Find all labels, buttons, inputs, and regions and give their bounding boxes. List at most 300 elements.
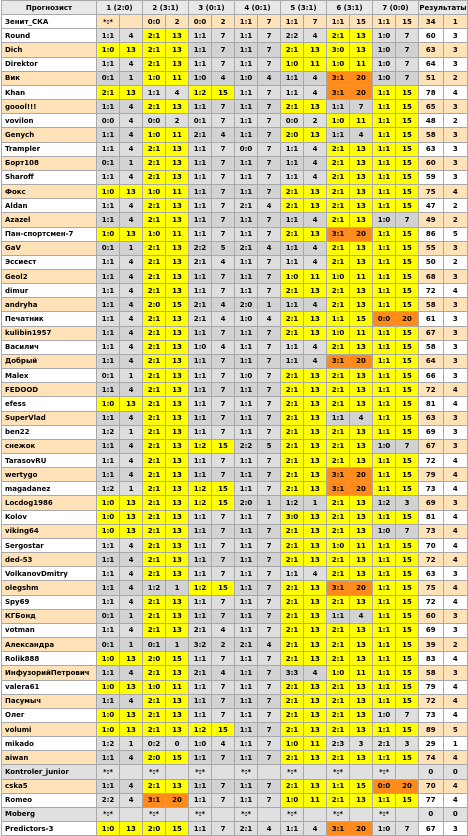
points-cell: 4 xyxy=(120,284,143,298)
total-points: 74 xyxy=(419,751,444,765)
score-cell: 2:1 xyxy=(189,312,212,326)
total-points: 39 xyxy=(419,638,444,652)
total-points: 69 xyxy=(419,623,444,637)
forecaster-name[interactable]: cska5 xyxy=(2,779,97,793)
score-cell: 2:1 xyxy=(143,43,166,57)
table-row xyxy=(2,652,468,666)
score-cell: *:* xyxy=(189,765,212,779)
points-cell: 15 xyxy=(396,128,419,142)
points-cell: 13 xyxy=(166,284,189,298)
score-cell: 1:1 xyxy=(97,312,120,326)
rank-value: 2 xyxy=(443,114,468,128)
rank-value: 3 xyxy=(443,312,468,326)
points-cell: 4 xyxy=(120,114,143,128)
points-cell: 11 xyxy=(350,538,373,552)
points-cell: 4 xyxy=(120,553,143,567)
points-cell: 1 xyxy=(166,581,189,595)
forecaster-name[interactable]: GaV xyxy=(2,241,97,255)
points-cell: 4 xyxy=(304,340,327,354)
header-match-7: 7 (0:0) xyxy=(373,1,419,15)
points-cell: 7 xyxy=(258,29,281,43)
score-cell: 1:1 xyxy=(97,439,120,453)
score-cell: 0:0 xyxy=(235,142,258,156)
table-row xyxy=(2,354,468,368)
forecaster-name[interactable]: olegshm xyxy=(2,581,97,595)
score-cell: 1:1 xyxy=(235,454,258,468)
points-cell: 11 xyxy=(304,269,327,283)
score-cell: 1:1 xyxy=(373,199,396,213)
score-cell: 1:0 xyxy=(235,71,258,85)
score-cell: 1:0 xyxy=(189,737,212,751)
points-cell: 7 xyxy=(258,383,281,397)
score-cell: 1:1 xyxy=(373,369,396,383)
forecaster-name[interactable]: Фокс xyxy=(2,185,97,199)
points-cell: 13 xyxy=(304,326,327,340)
points-cell: 7 xyxy=(212,269,235,283)
table-row xyxy=(2,595,468,609)
score-cell: 1:1 xyxy=(281,822,304,836)
table-row xyxy=(2,510,468,524)
points-cell: 13 xyxy=(350,722,373,736)
score-cell: 1:1 xyxy=(97,57,120,71)
rank-value: 3 xyxy=(443,822,468,836)
forecaster-name[interactable]: Rolik888 xyxy=(2,652,97,666)
points-cell: 7 xyxy=(258,581,281,595)
forecaster-name[interactable]: Direktor xyxy=(2,57,97,71)
score-cell: 1:0 xyxy=(143,680,166,694)
score-cell: 0:1 xyxy=(143,638,166,652)
score-cell: 1:1 xyxy=(189,213,212,227)
score-cell: 2:1 xyxy=(143,779,166,793)
points-cell xyxy=(396,807,419,821)
table-row xyxy=(2,156,468,170)
forecaster-name[interactable]: dimur xyxy=(2,284,97,298)
points-cell: 13 xyxy=(166,199,189,213)
total-points: 0 xyxy=(419,807,444,821)
score-cell: 1:1 xyxy=(235,15,258,29)
rank-value: 3 xyxy=(443,142,468,156)
score-cell: 1:1 xyxy=(235,114,258,128)
forecaster-name[interactable]: снежок xyxy=(2,439,97,453)
points-cell: 7 xyxy=(258,269,281,283)
score-cell: 1:0 xyxy=(143,227,166,241)
score-cell: 1:1 xyxy=(97,567,120,581)
points-cell: 13 xyxy=(304,708,327,722)
score-cell: 2:1 xyxy=(143,482,166,496)
score-cell: 1:2 xyxy=(143,581,166,595)
forecaster-name[interactable]: Sharoff xyxy=(2,170,97,184)
total-points: 51 xyxy=(419,71,444,85)
points-cell: 4 xyxy=(350,609,373,623)
points-cell: 7 xyxy=(212,397,235,411)
points-cell: 3 xyxy=(350,737,373,751)
score-cell: 2:1 xyxy=(281,652,304,666)
points-cell: 13 xyxy=(350,213,373,227)
score-cell: 2:1 xyxy=(143,241,166,255)
score-cell: 1:1 xyxy=(97,468,120,482)
points-cell: 4 xyxy=(120,439,143,453)
points-cell: 20 xyxy=(166,793,189,807)
points-cell: 15 xyxy=(212,722,235,736)
forecaster-name[interactable]: Genych xyxy=(2,128,97,142)
score-cell: 1:0 xyxy=(327,57,350,71)
forecaster-name[interactable]: Василич xyxy=(2,340,97,354)
score-cell: 1:1 xyxy=(373,751,396,765)
score-cell: 1:1 xyxy=(235,425,258,439)
points-cell: 7 xyxy=(258,114,281,128)
points-cell: 13 xyxy=(350,170,373,184)
points-cell: 13 xyxy=(120,185,143,199)
score-cell: 1:1 xyxy=(97,199,120,213)
forecaster-name[interactable]: SuperVlad xyxy=(2,411,97,425)
points-cell: 13 xyxy=(304,694,327,708)
points-cell: 4 xyxy=(120,255,143,269)
score-cell: 1:1 xyxy=(235,751,258,765)
total-points: 34 xyxy=(419,15,444,29)
points-cell: 4 xyxy=(304,156,327,170)
points-cell: 13 xyxy=(304,411,327,425)
forecaster-name[interactable]: aiwan xyxy=(2,751,97,765)
score-cell: 2:1 xyxy=(281,680,304,694)
forecaster-name[interactable]: Kolov xyxy=(2,510,97,524)
score-cell: 2:1 xyxy=(327,383,350,397)
score-cell: 1:1 xyxy=(373,468,396,482)
score-cell: 3:1 xyxy=(327,822,350,836)
points-cell: 15 xyxy=(396,354,419,368)
table-row xyxy=(2,43,468,57)
forecaster-name[interactable]: Locdog1986 xyxy=(2,496,97,510)
score-cell: 1:0 xyxy=(97,822,120,836)
points-cell: 4 xyxy=(120,567,143,581)
forecaster-name[interactable]: Romeo xyxy=(2,793,97,807)
forecaster-name[interactable]: Kontroler_junior xyxy=(2,765,97,779)
forecaster-name[interactable]: Пан-спортсмен-7 xyxy=(2,227,97,241)
score-cell: 1:1 xyxy=(373,694,396,708)
score-cell: 1:2 xyxy=(97,425,120,439)
score-cell: 1:1 xyxy=(235,482,258,496)
forecaster-name[interactable]: Khan xyxy=(2,85,97,99)
table-row xyxy=(2,326,468,340)
points-cell: 7 xyxy=(258,255,281,269)
score-cell: 1:1 xyxy=(189,156,212,170)
forecaster-name[interactable]: Зенит_СКА xyxy=(2,15,97,29)
points-cell: 4 xyxy=(120,128,143,142)
score-cell: 1:0 xyxy=(97,496,120,510)
score-cell: 2:1 xyxy=(281,227,304,241)
score-cell: 1:1 xyxy=(235,722,258,736)
score-cell: 1:1 xyxy=(235,680,258,694)
score-cell: 2:1 xyxy=(143,312,166,326)
forecaster-name[interactable]: efess xyxy=(2,397,97,411)
forecaster-name[interactable]: ИнфузорийПетрович xyxy=(2,666,97,680)
score-cell: 2:1 xyxy=(235,822,258,836)
forecaster-name[interactable]: Эссиест xyxy=(2,255,97,269)
score-cell: 1:2 xyxy=(189,581,212,595)
points-cell: 11 xyxy=(350,269,373,283)
score-cell: 1:1 xyxy=(189,708,212,722)
forecaster-name[interactable]: Sergostar xyxy=(2,538,97,552)
score-cell: 2:1 xyxy=(281,100,304,114)
score-cell: 2:1 xyxy=(327,29,350,43)
points-cell: 13 xyxy=(166,496,189,510)
points-cell: 15 xyxy=(396,298,419,312)
points-cell: 15 xyxy=(396,156,419,170)
score-cell: *:* xyxy=(235,765,258,779)
forecaster-name[interactable]: Moberg xyxy=(2,807,97,821)
points-cell: 15 xyxy=(396,553,419,567)
forecaster-name[interactable]: Dich xyxy=(2,43,97,57)
table-row xyxy=(2,100,468,114)
rank-value: 4 xyxy=(443,708,468,722)
score-cell: 1:0 xyxy=(97,524,120,538)
forecaster-name[interactable]: ben22 xyxy=(2,425,97,439)
score-cell: 2:0 xyxy=(235,496,258,510)
points-cell: 4 xyxy=(304,241,327,255)
forecaster-name[interactable]: kulibin1957 xyxy=(2,326,97,340)
forecaster-name[interactable]: Spy69 xyxy=(2,595,97,609)
score-cell: 1:1 xyxy=(281,567,304,581)
forecaster-name[interactable]: Борт108 xyxy=(2,156,97,170)
score-cell: 2:1 xyxy=(327,524,350,538)
forecaster-name[interactable]: Добрый xyxy=(2,354,97,368)
forecaster-name[interactable]: КГБонд xyxy=(2,609,97,623)
forecaster-name[interactable]: Вик xyxy=(2,71,97,85)
points-cell: 13 xyxy=(166,623,189,637)
table-row xyxy=(2,284,468,298)
points-cell: 7 xyxy=(212,680,235,694)
score-cell: 1:1 xyxy=(235,354,258,368)
points-cell: 7 xyxy=(212,510,235,524)
score-cell: 2:1 xyxy=(143,708,166,722)
forecaster-name[interactable]: Trampler xyxy=(2,142,97,156)
table-row xyxy=(2,397,468,411)
score-cell: 2:1 xyxy=(143,255,166,269)
forecaster-name[interactable]: ded-53 xyxy=(2,553,97,567)
forecaster-name[interactable]: viking64 xyxy=(2,524,97,538)
rank-value: 3 xyxy=(443,666,468,680)
score-cell: 3:2 xyxy=(189,638,212,652)
points-cell: 13 xyxy=(350,298,373,312)
rank-value: 4 xyxy=(443,284,468,298)
score-cell: 2:1 xyxy=(143,269,166,283)
points-cell: 7 xyxy=(258,156,281,170)
table-row xyxy=(2,822,468,836)
points-cell: 2 xyxy=(212,15,235,29)
forecaster-name[interactable]: VolkanovDmitry xyxy=(2,567,97,581)
table-row xyxy=(2,623,468,637)
total-points: 70 xyxy=(419,779,444,793)
forecaster-name[interactable]: goool!!! xyxy=(2,100,97,114)
points-cell: 7 xyxy=(258,510,281,524)
points-cell: 4 xyxy=(258,199,281,213)
score-cell: 1:1 xyxy=(189,609,212,623)
points-cell: 13 xyxy=(304,468,327,482)
points-cell xyxy=(212,807,235,821)
score-cell: 1:1 xyxy=(373,354,396,368)
forecaster-name[interactable]: FEDOOD xyxy=(2,383,97,397)
rank-value: 3 xyxy=(443,425,468,439)
points-cell: 3 xyxy=(396,496,419,510)
points-cell: 7 xyxy=(258,326,281,340)
score-cell: 2:1 xyxy=(281,326,304,340)
points-cell: 13 xyxy=(166,553,189,567)
points-cell: 4 xyxy=(304,354,327,368)
points-cell: 4 xyxy=(120,454,143,468)
score-cell: 1:1 xyxy=(235,43,258,57)
score-cell: 2:1 xyxy=(281,425,304,439)
score-cell: 2:1 xyxy=(143,609,166,623)
total-points: 60 xyxy=(419,609,444,623)
score-cell: *:* xyxy=(97,765,120,779)
score-cell: *:* xyxy=(373,765,396,779)
score-cell: 1:1 xyxy=(373,383,396,397)
score-cell: 2:1 xyxy=(327,694,350,708)
score-cell: 1:0 xyxy=(97,680,120,694)
rank-value: 4 xyxy=(443,751,468,765)
points-cell: 15 xyxy=(396,185,419,199)
forecaster-name[interactable]: andryha xyxy=(2,298,97,312)
score-cell: 1:2 xyxy=(189,482,212,496)
points-cell: 7 xyxy=(212,213,235,227)
score-cell: 1:1 xyxy=(373,142,396,156)
points-cell: 7 xyxy=(212,100,235,114)
score-cell: 2:1 xyxy=(143,340,166,354)
points-cell: 13 xyxy=(166,439,189,453)
points-cell: 4 xyxy=(120,468,143,482)
score-cell: 1:0 xyxy=(373,708,396,722)
forecaster-name[interactable]: Александра xyxy=(2,638,97,652)
forecaster-name[interactable]: Azazel xyxy=(2,213,97,227)
total-points: 81 xyxy=(419,510,444,524)
points-cell: 11 xyxy=(350,666,373,680)
score-cell: 2:1 xyxy=(281,482,304,496)
rank-value: 3 xyxy=(443,439,468,453)
score-cell: 1:1 xyxy=(373,411,396,425)
score-cell: 1:1 xyxy=(373,397,396,411)
rank-value: 2 xyxy=(443,71,468,85)
forecaster-name[interactable]: volumi xyxy=(2,722,97,736)
score-cell: 1:2 xyxy=(97,482,120,496)
score-cell: 0:0 xyxy=(97,114,120,128)
points-cell: 13 xyxy=(120,227,143,241)
score-cell: 2:0 xyxy=(281,128,304,142)
score-cell: 2:2 xyxy=(235,439,258,453)
forecaster-name[interactable]: Пасумыч xyxy=(2,694,97,708)
score-cell: 1:0 xyxy=(373,439,396,453)
score-cell: 1:0 xyxy=(97,43,120,57)
points-cell: 7 xyxy=(212,454,235,468)
score-cell: 2:1 xyxy=(143,170,166,184)
score-cell: 2:1 xyxy=(143,722,166,736)
forecaster-name[interactable]: Round xyxy=(2,29,97,43)
points-cell: 11 xyxy=(166,128,189,142)
score-cell: 3:1 xyxy=(143,793,166,807)
score-cell: 2:1 xyxy=(281,581,304,595)
points-cell: 7 xyxy=(212,114,235,128)
score-cell: 2:1 xyxy=(327,496,350,510)
forecaster-name[interactable]: magadanez xyxy=(2,482,97,496)
score-cell: 1:0 xyxy=(327,666,350,680)
points-cell: 7 xyxy=(258,666,281,680)
score-cell: 2:1 xyxy=(143,284,166,298)
score-cell: 3:1 xyxy=(327,71,350,85)
forecaster-name[interactable]: Олег xyxy=(2,708,97,722)
forecaster-name[interactable]: wertygo xyxy=(2,468,97,482)
points-cell: 13 xyxy=(166,312,189,326)
forecaster-name[interactable]: mikado xyxy=(2,737,97,751)
points-cell: 11 xyxy=(350,57,373,71)
forecaster-name[interactable]: Predictors-3 xyxy=(2,822,97,836)
predictions-table xyxy=(1,0,468,836)
score-cell: 1:0 xyxy=(235,369,258,383)
points-cell: 15 xyxy=(166,652,189,666)
points-cell xyxy=(304,807,327,821)
points-cell: 15 xyxy=(396,411,419,425)
points-cell: 7 xyxy=(212,411,235,425)
forecaster-name[interactable]: votman xyxy=(2,623,97,637)
points-cell: 15 xyxy=(396,751,419,765)
forecaster-name[interactable]: Печатник xyxy=(2,312,97,326)
score-cell: 2:1 xyxy=(281,524,304,538)
score-cell: 1:2 xyxy=(373,496,396,510)
forecaster-name[interactable]: Malex xyxy=(2,369,97,383)
points-cell: 13 xyxy=(166,595,189,609)
points-cell: 11 xyxy=(304,57,327,71)
points-cell: 4 xyxy=(304,255,327,269)
score-cell: 2:1 xyxy=(327,298,350,312)
rank-value: 3 xyxy=(443,29,468,43)
score-cell: 2:1 xyxy=(327,340,350,354)
forecaster-name[interactable]: Geol2 xyxy=(2,269,97,283)
score-cell: 1:1 xyxy=(373,581,396,595)
points-cell: 7 xyxy=(258,779,281,793)
score-cell: 2:1 xyxy=(235,241,258,255)
points-cell: 13 xyxy=(166,708,189,722)
points-cell: 2 xyxy=(212,638,235,652)
score-cell: 1:2 xyxy=(281,496,304,510)
score-cell: 3:3 xyxy=(281,666,304,680)
points-cell xyxy=(350,765,373,779)
score-cell: 2:1 xyxy=(281,43,304,57)
score-cell: 1:1 xyxy=(189,538,212,552)
score-cell: 1:1 xyxy=(189,269,212,283)
points-cell: 4 xyxy=(304,142,327,156)
points-cell: 15 xyxy=(212,439,235,453)
table-row xyxy=(2,213,468,227)
points-cell: 15 xyxy=(396,567,419,581)
total-points: 60 xyxy=(419,156,444,170)
points-cell: 13 xyxy=(350,652,373,666)
forecaster-name[interactable]: TarasovRU xyxy=(2,454,97,468)
points-cell: 1 xyxy=(120,737,143,751)
score-cell: 1:1 xyxy=(189,199,212,213)
score-cell: 2:1 xyxy=(327,241,350,255)
total-points: 58 xyxy=(419,340,444,354)
rank-value: 4 xyxy=(443,652,468,666)
points-cell: 7 xyxy=(396,29,419,43)
score-cell: 1:1 xyxy=(97,29,120,43)
points-cell: 7 xyxy=(212,284,235,298)
points-cell: 4 xyxy=(304,567,327,581)
forecaster-name[interactable]: vovilon xyxy=(2,114,97,128)
forecaster-name[interactable]: Aldan xyxy=(2,199,97,213)
points-cell: 4 xyxy=(120,354,143,368)
total-points: 58 xyxy=(419,128,444,142)
total-points: 29 xyxy=(419,737,444,751)
points-cell: 15 xyxy=(396,284,419,298)
forecaster-name[interactable]: valera61 xyxy=(2,680,97,694)
score-cell: 0:0 xyxy=(373,779,396,793)
